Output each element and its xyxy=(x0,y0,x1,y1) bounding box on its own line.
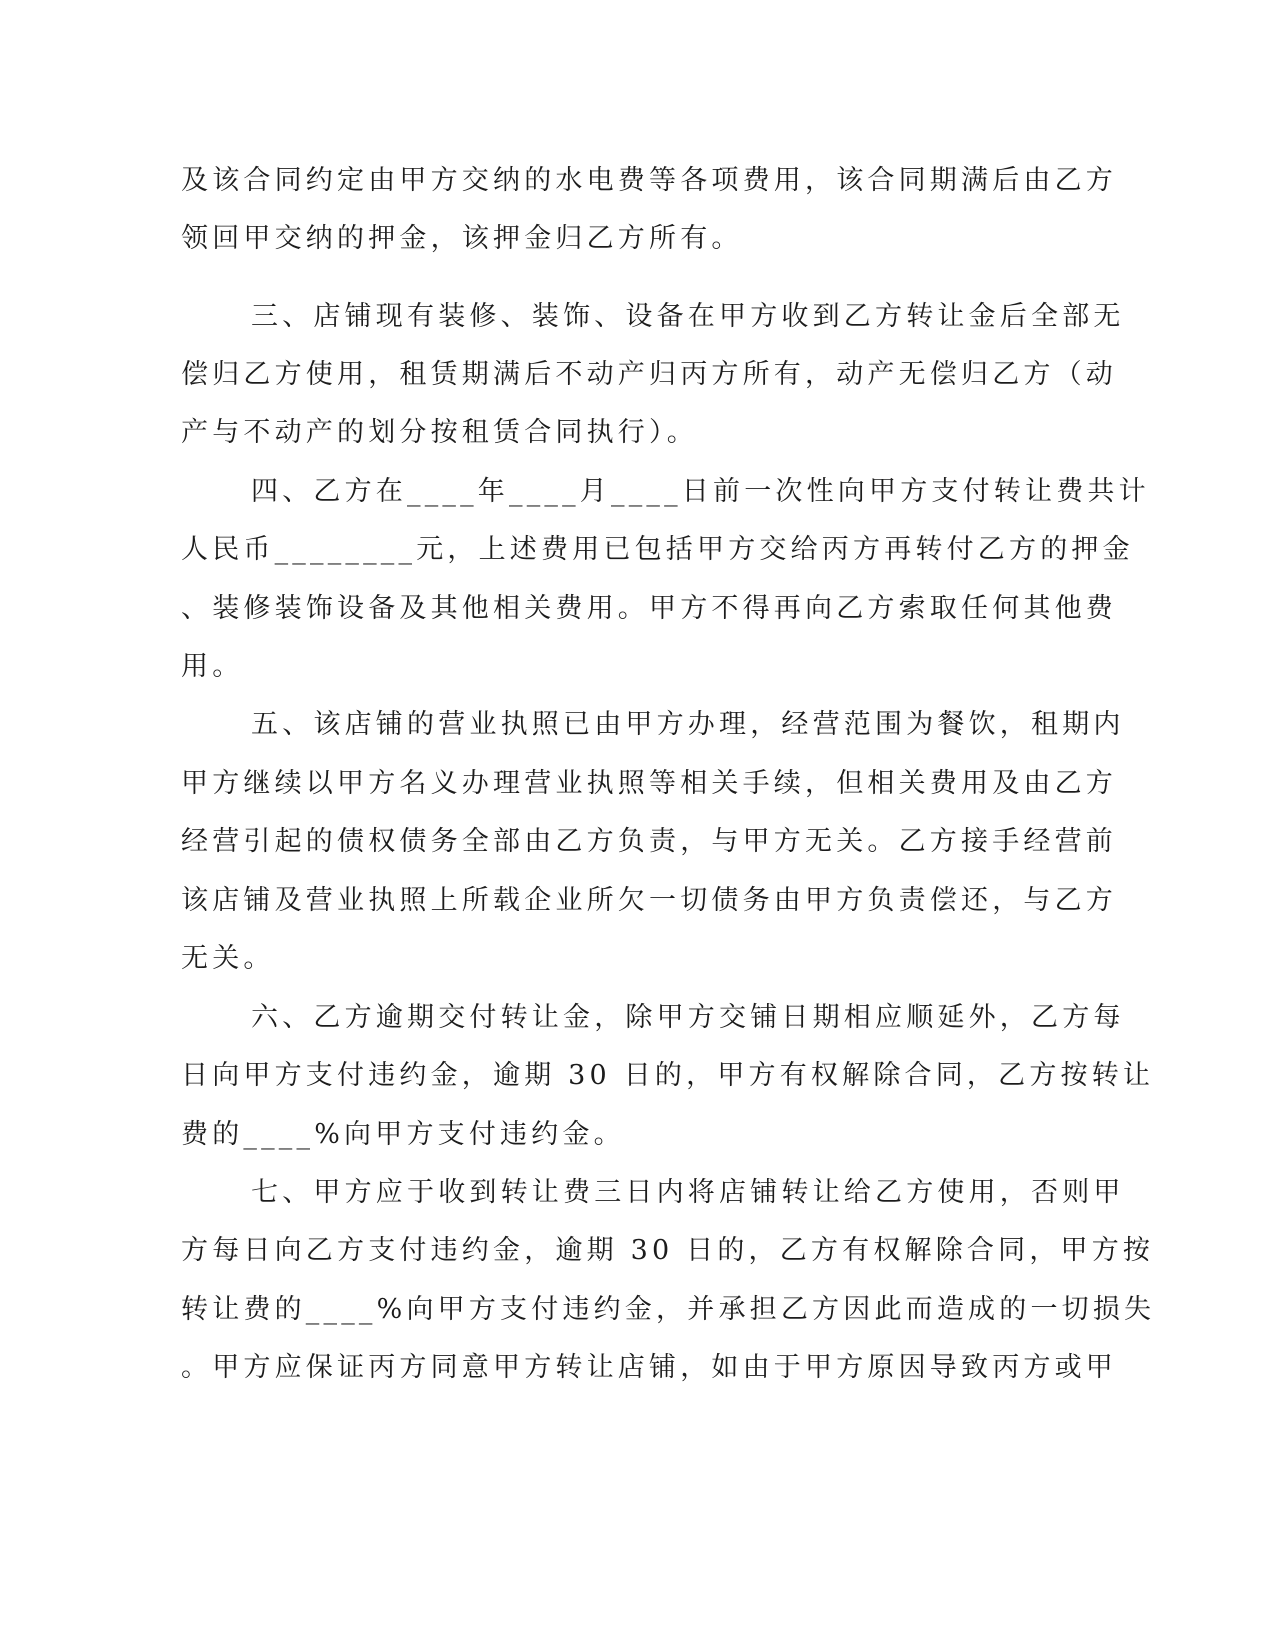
paragraph-line: 七、甲方应于收到转让费三日内将店铺转让给乙方使用，否则甲 xyxy=(251,1177,1125,1208)
paragraph-line: 转让费的____%向甲方支付违约金，并承担乙方因此而造成的一切损失 xyxy=(181,1294,1156,1325)
paragraph-line: 偿归乙方使用，租赁期满后不动产归丙方所有，动产无偿归乙方（动 xyxy=(181,359,1117,390)
paragraph-line: 甲方继续以甲方名义办理营业执照等相关手续，但相关费用及由乙方 xyxy=(181,768,1117,799)
paragraph-line: 五、该店铺的营业执照已由甲方办理，经营范围为餐饮，租期内 xyxy=(251,709,1125,740)
paragraph-line: 产与不动产的划分按租赁合同执行）。 xyxy=(181,417,698,448)
paragraph-line: 方每日向乙方支付违约金，逾期 30 日的，乙方有权解除合同，甲方按 xyxy=(181,1235,1155,1266)
paragraph-line: 、装修装饰设备及其他相关费用。甲方不得再向乙方索取任何其他费 xyxy=(181,593,1117,624)
paragraph-line: 三、店铺现有装修、装饰、设备在甲方收到乙方转让金后全部无 xyxy=(251,301,1125,332)
paragraph-line: 该店铺及营业执照上所载企业所欠一切债务由甲方负责偿还，与乙方 xyxy=(181,885,1117,916)
paragraph-line: 六、乙方逾期交付转让金，除甲方交铺日期相应顺延外，乙方每 xyxy=(251,1002,1125,1033)
paragraph-line: 经营引起的债权债务全部由乙方负责，与甲方无关。乙方接手经营前 xyxy=(181,826,1117,857)
paragraph-line: 无关。 xyxy=(181,943,275,974)
paragraph-line: 人民币________元，上述费用已包括甲方交给丙方再转付乙方的押金 xyxy=(181,534,1134,565)
paragraph-line: 日向甲方支付违约金，逾期 30 日的，甲方有权解除合同，乙方按转让 xyxy=(181,1060,1155,1091)
paragraph-line: 费的____%向甲方支付违约金。 xyxy=(181,1119,625,1150)
paragraph-line: 用。 xyxy=(181,651,244,682)
paragraph-line: 及该合同约定由甲方交纳的水电费等各项费用，该合同期满后由乙方 xyxy=(181,165,1117,196)
paragraph-line: 。甲方应保证丙方同意甲方转让店铺，如由于甲方原因导致丙方或甲 xyxy=(181,1352,1117,1383)
paragraph-line: 领回甲交纳的押金，该押金归乙方所有。 xyxy=(181,223,743,254)
paragraph-line: 四、乙方在____年____月____日前一次性向甲方支付转让费共计 xyxy=(251,476,1150,507)
